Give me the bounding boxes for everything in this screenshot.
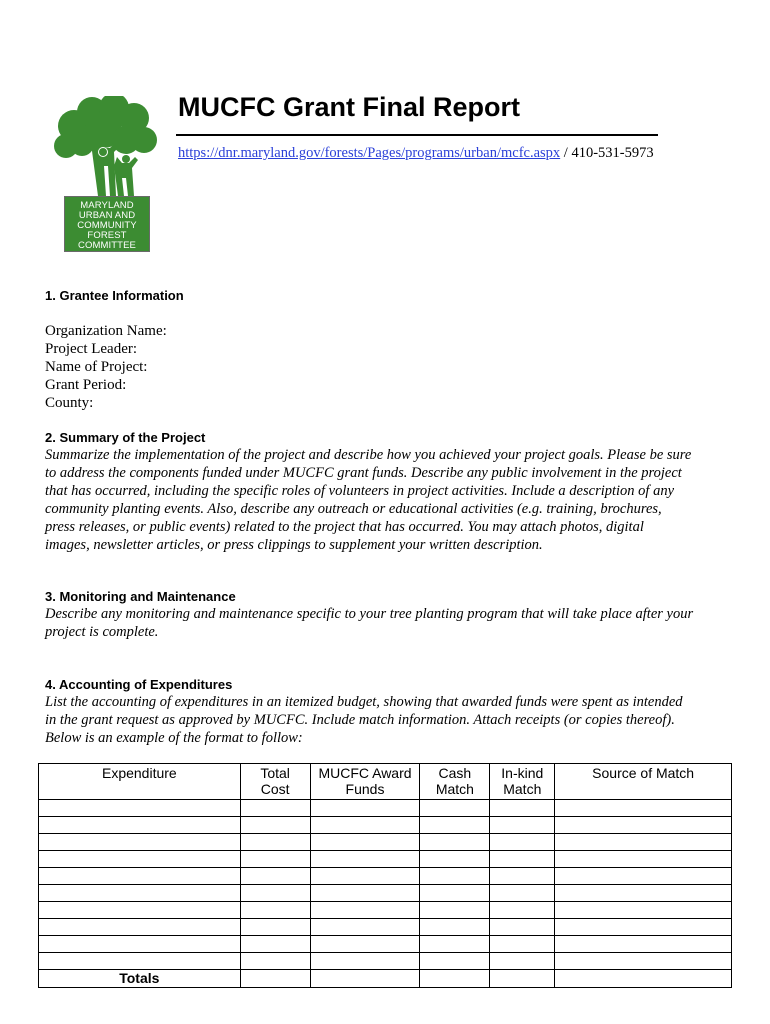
logo-badge bbox=[64, 196, 150, 252]
table-cell[interactable] bbox=[310, 800, 420, 817]
section-heading-accounting: 4. Accounting of Expenditures bbox=[45, 677, 233, 692]
table-cell[interactable] bbox=[555, 970, 732, 988]
table-cell[interactable] bbox=[490, 885, 555, 902]
totals-row bbox=[39, 970, 732, 988]
table-cell[interactable] bbox=[490, 902, 555, 919]
instruction-line: Describe any monitoring and maintenance specific to your tree planting program that will take place after your bbox=[45, 606, 694, 622]
table-row bbox=[39, 885, 732, 902]
table-cell[interactable] bbox=[555, 851, 732, 868]
table-cell[interactable] bbox=[490, 851, 555, 868]
header-mucfc-award-funds: MUCFC Award Funds bbox=[310, 764, 420, 800]
totals-label: Totals bbox=[39, 970, 241, 988]
table-row bbox=[39, 953, 732, 970]
table-cell[interactable] bbox=[310, 868, 420, 885]
table-cell[interactable] bbox=[490, 970, 555, 988]
table-cell[interactable] bbox=[39, 817, 241, 834]
grantee-fields bbox=[45, 322, 167, 412]
table-cell[interactable] bbox=[39, 868, 241, 885]
table-cell[interactable] bbox=[240, 902, 310, 919]
instruction-line: Summarize the implementation of the project and describe how you achieved your project goals. Please be sure bbox=[45, 447, 692, 463]
table-cell[interactable] bbox=[240, 868, 310, 885]
table-cell[interactable] bbox=[310, 885, 420, 902]
table-cell[interactable] bbox=[555, 953, 732, 970]
table-cell[interactable] bbox=[240, 800, 310, 817]
section-heading-summary: 2. Summary of the Project bbox=[45, 430, 206, 445]
table-cell[interactable] bbox=[420, 936, 490, 953]
table-cell[interactable] bbox=[420, 851, 490, 868]
table-cell[interactable] bbox=[240, 919, 310, 936]
table-cell[interactable] bbox=[555, 885, 732, 902]
header-inkind-match: In-kind Match bbox=[490, 764, 555, 800]
table-cell[interactable] bbox=[240, 817, 310, 834]
expenditure-table bbox=[38, 763, 732, 988]
table-row bbox=[39, 902, 732, 919]
badge-line: URBAN AND bbox=[78, 210, 136, 221]
table-cell[interactable] bbox=[420, 970, 490, 988]
section-heading-grantee: 1. Grantee Information bbox=[45, 288, 184, 303]
badge-line: MARYLAND bbox=[80, 200, 134, 211]
table-cell[interactable] bbox=[490, 800, 555, 817]
table-cell[interactable] bbox=[240, 936, 310, 953]
table-cell[interactable] bbox=[555, 902, 732, 919]
table-cell[interactable] bbox=[420, 834, 490, 851]
table-row bbox=[39, 834, 732, 851]
table-cell[interactable] bbox=[420, 953, 490, 970]
header-source-of-match: Source of Match bbox=[555, 764, 732, 800]
table-cell[interactable] bbox=[310, 953, 420, 970]
phone-number: / 410-531-5973 bbox=[560, 145, 654, 161]
instruction-line: List the accounting of expenditures in an itemized budget, showing that awarded funds were spent as intended bbox=[45, 694, 683, 710]
table-cell[interactable] bbox=[555, 834, 732, 851]
table-cell[interactable] bbox=[39, 902, 241, 919]
table-cell[interactable] bbox=[310, 851, 420, 868]
table-cell[interactable] bbox=[310, 919, 420, 936]
instruction-line: in the grant request as approved by MUCFC. Include match information. Attach receipts (or copies thereof). bbox=[45, 712, 675, 728]
table-cell[interactable] bbox=[39, 834, 241, 851]
table-cell[interactable] bbox=[420, 902, 490, 919]
field-label: County: bbox=[45, 395, 94, 411]
instruction-line: to address the components funded under MUCFC grant funds. Describe any public involvement in the project bbox=[45, 465, 682, 481]
table-row bbox=[39, 800, 732, 817]
table-cell[interactable] bbox=[490, 919, 555, 936]
field-label: Project Leader: bbox=[45, 341, 138, 357]
instruction-line: project is complete. bbox=[45, 624, 159, 640]
table-row bbox=[39, 936, 732, 953]
table-cell[interactable] bbox=[310, 817, 420, 834]
accounting-instructions bbox=[45, 693, 735, 747]
instruction-line: images, newsletter articles, or press clippings to supplement your written description. bbox=[45, 537, 543, 553]
program-url-link[interactable]: https://dnr.maryland.gov/forests/Pages/programs/urban/mcfc.aspx bbox=[178, 145, 561, 161]
badge-line: FOREST bbox=[87, 230, 127, 241]
table-row bbox=[39, 868, 732, 885]
field-label: Name of Project: bbox=[45, 359, 148, 375]
table-cell[interactable] bbox=[39, 851, 241, 868]
field-label: Organization Name: bbox=[45, 323, 167, 339]
section-heading-monitoring: 3. Monitoring and Maintenance bbox=[45, 589, 236, 604]
table-cell[interactable] bbox=[240, 851, 310, 868]
table-cell[interactable] bbox=[555, 800, 732, 817]
table-cell[interactable] bbox=[39, 800, 241, 817]
table-cell[interactable] bbox=[420, 885, 490, 902]
header-total-cost: Total Cost bbox=[240, 764, 310, 800]
table-cell[interactable] bbox=[310, 834, 420, 851]
table-row bbox=[39, 851, 732, 868]
table-cell[interactable] bbox=[420, 800, 490, 817]
table-cell[interactable] bbox=[39, 919, 241, 936]
header-expenditure: Expenditure bbox=[39, 764, 241, 800]
table-cell[interactable] bbox=[240, 885, 310, 902]
table-cell[interactable] bbox=[420, 868, 490, 885]
instruction-line: press releases, or public events) related to the project that has occurred. You may attach photos, digital bbox=[45, 519, 644, 535]
instruction-line: Below is an example of the format to follow: bbox=[45, 730, 303, 746]
badge-line: COMMUNITY bbox=[77, 220, 137, 231]
page-title: MUCFC Grant Final Report bbox=[178, 92, 520, 122]
summary-instructions bbox=[45, 446, 735, 554]
table-cell[interactable] bbox=[310, 902, 420, 919]
table-cell[interactable] bbox=[490, 817, 555, 834]
table-cell[interactable] bbox=[490, 868, 555, 885]
header-cash-match: Cash Match bbox=[420, 764, 490, 800]
table-cell[interactable] bbox=[420, 817, 490, 834]
badge-line: COMMITTEE bbox=[78, 240, 136, 251]
field-label: Grant Period: bbox=[45, 377, 127, 393]
contact-line bbox=[178, 145, 654, 162]
table-cell[interactable] bbox=[310, 970, 420, 988]
table-cell[interactable] bbox=[240, 953, 310, 970]
table-cell[interactable] bbox=[555, 936, 732, 953]
table-cell[interactable] bbox=[39, 953, 241, 970]
table-cell[interactable] bbox=[490, 936, 555, 953]
table-cell[interactable] bbox=[555, 919, 732, 936]
table-cell[interactable] bbox=[420, 919, 490, 936]
instruction-line: that has occurred, including the specific roles of volunteers in project activities. Include a description of any bbox=[45, 483, 675, 499]
table-row bbox=[39, 817, 732, 834]
instruction-line: community planting events. Also, describe any outreach or educational activities (e.g. training, brochures, bbox=[45, 501, 662, 517]
table-cell[interactable] bbox=[310, 936, 420, 953]
table-cell[interactable] bbox=[555, 817, 732, 834]
table-cell[interactable] bbox=[39, 885, 241, 902]
table-cell[interactable] bbox=[240, 834, 310, 851]
table-row bbox=[39, 919, 732, 936]
table-header-row bbox=[39, 764, 732, 800]
table-cell[interactable] bbox=[555, 868, 732, 885]
table-cell[interactable] bbox=[490, 834, 555, 851]
table-cell[interactable] bbox=[240, 970, 310, 988]
table-cell[interactable] bbox=[39, 936, 241, 953]
monitoring-instructions bbox=[45, 605, 735, 641]
tree-with-people-icon bbox=[52, 96, 162, 206]
table-cell[interactable] bbox=[490, 953, 555, 970]
title-divider bbox=[176, 134, 658, 136]
